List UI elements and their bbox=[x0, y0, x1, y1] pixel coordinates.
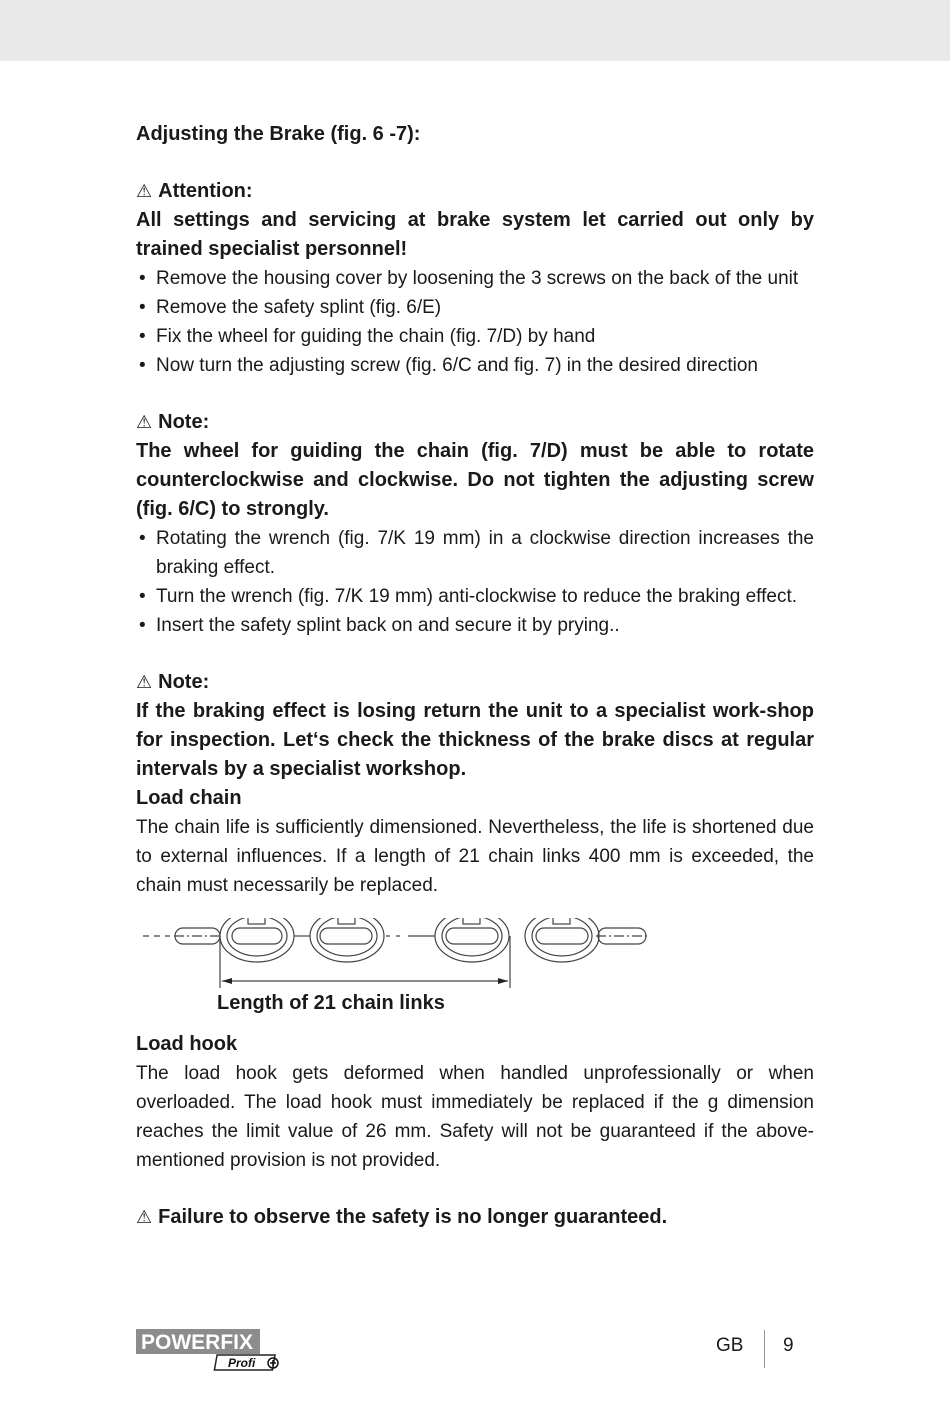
list-item: • Now turn the adjusting screw (fig. 6/C and fig. 7) in the desired direction bbox=[136, 351, 814, 380]
language-code: GB bbox=[716, 1335, 744, 1356]
note1-steps bbox=[136, 524, 814, 640]
list-item: • Insert the safety splint back on and secure it by prying.. bbox=[136, 611, 814, 640]
list-item: • Rotating the wrench (fig. 7/K 19 mm) in a clockwise direction increases the braking effect. bbox=[136, 524, 814, 582]
list-item: • Remove the safety splint (fig. 6/E) bbox=[136, 293, 814, 322]
warning-triangle-icon: ⚠ bbox=[136, 412, 153, 432]
attention-text: All settings and servicing at brake system let carried out only by trained specialist personnel! bbox=[136, 209, 814, 260]
note2-text: If the braking effect is losing return the unit to a specialist work-shop for inspection. Let‘s check the thickness of the brake discs at regular intervals by a specialist workshop. bbox=[136, 700, 814, 780]
logo-brand-text: POWERFIX bbox=[141, 1331, 254, 1354]
load-chain-title: Load chain bbox=[136, 787, 242, 809]
chain-figure-caption: Length of 21 chain links bbox=[217, 992, 445, 1014]
page-content bbox=[136, 120, 814, 1232]
powerfix-logo-graphic bbox=[136, 1327, 284, 1373]
final-warning-text: Failure to observe the safety is no longer guaranteed. bbox=[158, 1206, 668, 1228]
note2-heading bbox=[136, 668, 814, 697]
list-item: • Remove the housing cover by loosening the 3 screws on the back of the unit bbox=[136, 264, 814, 293]
top-band bbox=[0, 0, 950, 61]
list-item: • Turn the wrench (fig. 7/K 19 mm) anti-clockwise to reduce the braking effect. bbox=[136, 582, 814, 611]
warning-triangle-icon: ⚠ bbox=[136, 181, 153, 201]
warning-triangle-icon: ⚠ bbox=[136, 1207, 153, 1227]
chain-figure bbox=[0, 900, 950, 1030]
note1-label: Note: bbox=[158, 411, 210, 433]
final-warning bbox=[136, 1203, 814, 1232]
load-hook-title: Load hook bbox=[136, 1033, 238, 1055]
load-chain-text: The chain life is sufficiently dimensioned. Nevertheless, the life is shortened due to external influences. If a length of 21 chain links 400 mm is exceeded, the chain must necessarily be replaced. bbox=[136, 817, 814, 896]
load-hook-text: The load hook gets deformed when handled unprofessionally or when overloaded. The load hook must immediately be replaced if the g dimension reaches the limit value of 26 mm. Safety will not be guaranteed if the above-mentioned provision is not provided. bbox=[136, 1063, 814, 1171]
note1-text: The wheel for guiding the chain (fig. 7/D) must be able to rotate counterclockwise and clockwise. Do not tighten the adjusting screw (fig. 6/C) to strongly. bbox=[136, 440, 814, 520]
attention-steps bbox=[136, 264, 814, 380]
list-item: • Fix the wheel for guiding the chain (fig. 7/D) by hand bbox=[136, 322, 814, 351]
powerfix-logo bbox=[136, 1327, 284, 1378]
attention-label: Attention: bbox=[158, 180, 253, 202]
chain-links-diagram bbox=[0, 918, 950, 998]
logo-sub-text: Profi bbox=[228, 1356, 256, 1370]
section-title: Adjusting the Brake (fig. 6 -7): bbox=[136, 123, 421, 145]
warning-triangle-icon: ⚠ bbox=[136, 672, 153, 692]
note1-heading bbox=[136, 408, 814, 437]
footer-divider bbox=[764, 1330, 765, 1368]
attention-heading bbox=[136, 177, 814, 206]
note2-label: Note: bbox=[158, 671, 210, 693]
page-number: 9 bbox=[783, 1335, 794, 1356]
